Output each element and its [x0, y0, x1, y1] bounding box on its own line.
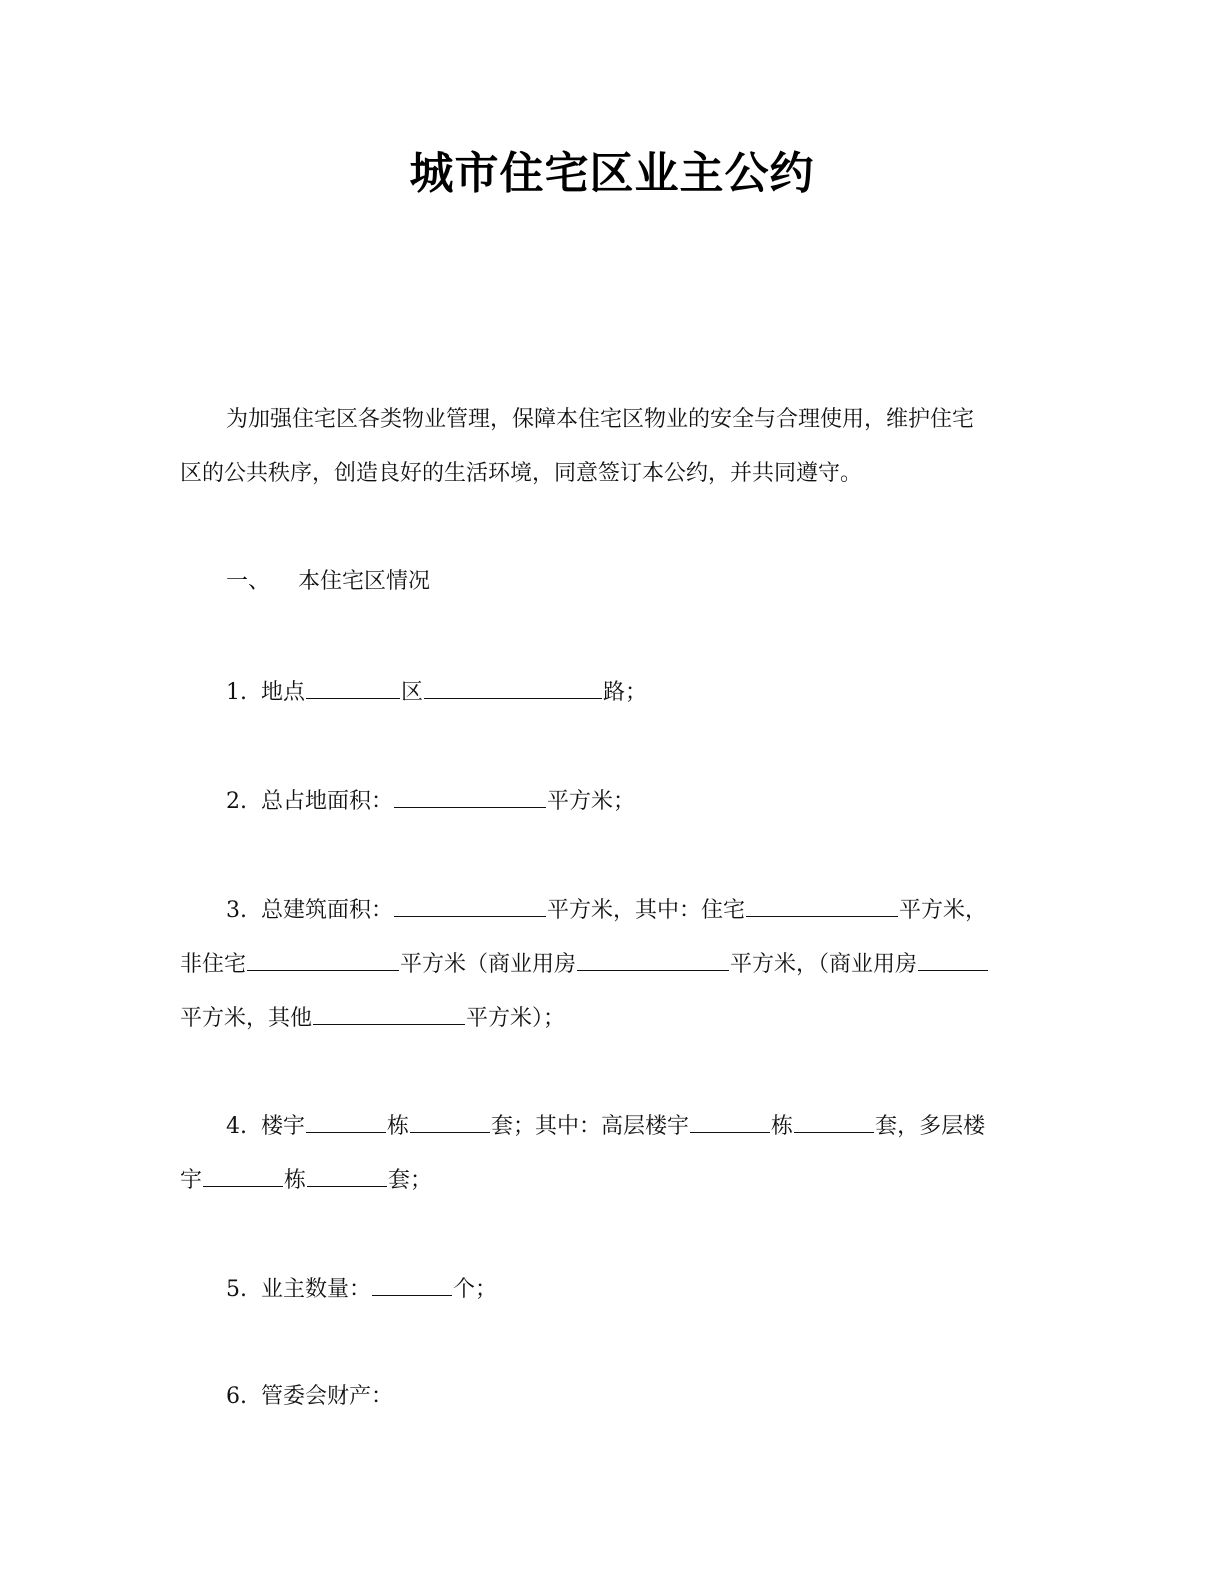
blank-land-area[interactable]	[394, 785, 546, 808]
item-text: 平方米，其中：住宅	[547, 898, 746, 923]
item-label: 业主数量：	[261, 1277, 372, 1302]
blank-non-residential-area[interactable]	[247, 948, 399, 971]
item-text: 非住宅	[180, 952, 247, 977]
item-text: 套，多层楼	[875, 1114, 986, 1139]
item-4-buildings-line-1	[226, 1110, 985, 1142]
item-text: 平方米，（商业用房	[730, 952, 918, 977]
section-number: 一、	[226, 569, 271, 594]
item-text: 栋	[771, 1114, 794, 1139]
item-text: 路；	[603, 680, 648, 705]
item-number: 6.	[226, 1384, 247, 1409]
item-text: 宇	[180, 1168, 203, 1193]
item-6-committee-property	[226, 1382, 393, 1412]
item-3-building-area-line-1	[226, 894, 987, 926]
blank-building-count[interactable]	[306, 1110, 386, 1133]
item-number: 4.	[226, 1114, 247, 1139]
item-text: 套；	[388, 1168, 433, 1193]
blank-multistory-unit-count[interactable]	[307, 1164, 387, 1187]
item-4-buildings-line-2	[180, 1164, 432, 1196]
blank-owner-count[interactable]	[372, 1273, 452, 1296]
item-text: 平方米（商业用房	[400, 952, 577, 977]
item-label: 地点	[261, 680, 306, 705]
item-label: 管委会财产：	[261, 1384, 394, 1409]
item-number: 3.	[226, 898, 247, 923]
item-number: 1.	[226, 680, 247, 705]
item-text: 个；	[453, 1277, 498, 1302]
blank-commercial-area-1[interactable]	[577, 948, 729, 971]
section-heading-1	[226, 567, 430, 597]
blank-unit-count[interactable]	[410, 1110, 490, 1133]
item-number: 2.	[226, 789, 247, 814]
item-text: 栋	[387, 1114, 410, 1139]
item-text: 套；其中：高层楼宇	[491, 1114, 690, 1139]
blank-district[interactable]	[306, 676, 400, 699]
document-title: 城市住宅区业主公约	[409, 148, 815, 199]
item-text: 区	[401, 680, 424, 705]
blank-highrise-unit-count[interactable]	[794, 1110, 874, 1133]
section-heading-text: 本住宅区情况	[298, 569, 431, 594]
item-text: 平方米）；	[466, 1006, 566, 1031]
blank-road[interactable]	[424, 676, 602, 699]
item-3-building-area-line-3	[180, 1002, 565, 1034]
item-text: 平方米，	[899, 898, 988, 923]
blank-other-area[interactable]	[313, 1002, 465, 1025]
item-label: 总建筑面积：	[261, 898, 394, 923]
preamble-line-1: 为加强住宅区各类物业管理，保障本住宅区物业的安全与合理使用，维护住宅	[226, 407, 975, 432]
item-2-land-area	[226, 785, 635, 817]
blank-total-building-area[interactable]	[394, 894, 546, 917]
blank-commercial-area-2[interactable]	[918, 948, 988, 971]
item-3-building-area-line-2	[180, 948, 989, 980]
item-text: 平方米；	[547, 789, 636, 814]
item-text: 栋	[284, 1168, 307, 1193]
item-1-location	[226, 676, 647, 708]
item-label: 楼宇	[261, 1114, 306, 1139]
blank-multistory-building-count[interactable]	[203, 1164, 283, 1187]
item-text: 平方米，其他	[180, 1006, 313, 1031]
item-number: 5.	[226, 1277, 247, 1302]
item-5-owner-count	[226, 1273, 497, 1305]
blank-residential-area[interactable]	[746, 894, 898, 917]
item-label: 总占地面积：	[261, 789, 394, 814]
preamble-line-2: 区的公共秩序，创造良好的生活环境，同意签订本公约，并共同遵守。	[180, 461, 863, 486]
blank-highrise-building-count[interactable]	[690, 1110, 770, 1133]
